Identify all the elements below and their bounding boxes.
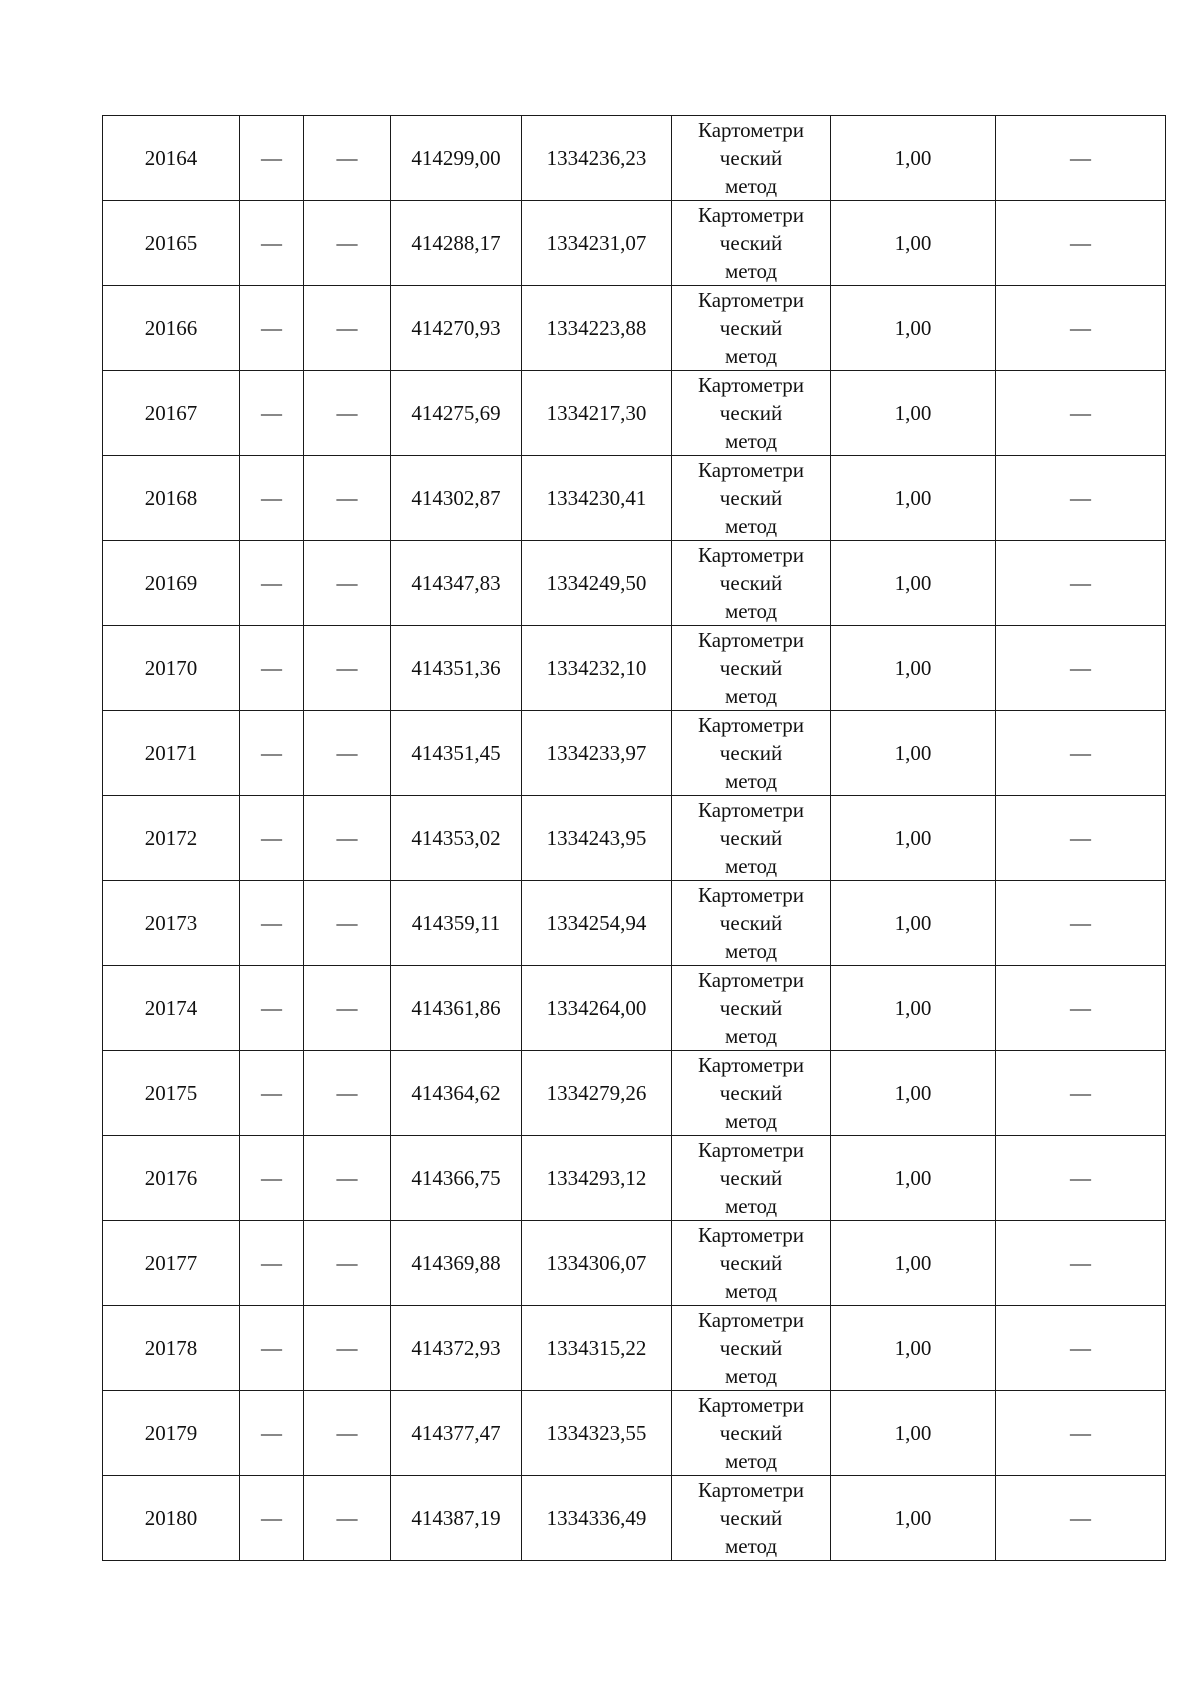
empty-dash-cell: — [996, 1391, 1166, 1476]
precision-cell: 1,00 [831, 881, 996, 966]
coordinate-x-cell: 414359,11 [391, 881, 522, 966]
method-cell [672, 201, 831, 286]
empty-dash-cell: — [240, 371, 304, 456]
table-row [103, 1306, 1166, 1391]
method-text-line: Картометри [697, 1053, 805, 1077]
point-number-cell: 20169 [103, 541, 240, 626]
empty-dash-cell: — [240, 1391, 304, 1476]
empty-dash-cell: — [304, 1476, 391, 1561]
table-row [103, 796, 1166, 881]
empty-dash-cell: — [240, 456, 304, 541]
precision-cell: 1,00 [831, 1476, 996, 1561]
table-row [103, 1136, 1166, 1221]
table-row [103, 626, 1166, 711]
method-text-line: метод [724, 1194, 778, 1218]
empty-dash-cell: — [996, 966, 1166, 1051]
point-number-cell: 20178 [103, 1306, 240, 1391]
empty-dash-cell: — [240, 966, 304, 1051]
point-number-cell: 20171 [103, 711, 240, 796]
point-number-cell: 20173 [103, 881, 240, 966]
empty-dash-cell: — [240, 796, 304, 881]
table-row [103, 286, 1166, 371]
point-number-cell: 20170 [103, 626, 240, 711]
empty-dash-cell: — [240, 116, 304, 201]
empty-dash-cell: — [240, 1306, 304, 1391]
precision-cell: 1,00 [831, 1136, 996, 1221]
point-number-cell: 20165 [103, 201, 240, 286]
method-cell [672, 456, 831, 541]
method-cell [672, 1476, 831, 1561]
table-row [103, 881, 1166, 966]
coordinate-y-cell: 1334243,95 [522, 796, 672, 881]
method-text-line: ческий [719, 741, 783, 765]
method-text-line: Картометри [697, 373, 805, 397]
precision-cell: 1,00 [831, 116, 996, 201]
method-text-line: Картометри [697, 1478, 805, 1502]
empty-dash-cell: — [304, 1221, 391, 1306]
method-text-line: ческий [719, 1081, 783, 1105]
empty-dash-cell: — [240, 1136, 304, 1221]
point-number-cell: 20174 [103, 966, 240, 1051]
precision-cell: 1,00 [831, 541, 996, 626]
coordinate-y-cell: 1334336,49 [522, 1476, 672, 1561]
method-text-line: Картометри [697, 203, 805, 227]
point-number-cell: 20175 [103, 1051, 240, 1136]
table-row [103, 201, 1166, 286]
method-text-line: метод [724, 1364, 778, 1388]
empty-dash-cell: — [996, 456, 1166, 541]
method-cell [672, 1051, 831, 1136]
method-text-line: Картометри [697, 118, 805, 142]
empty-dash-cell: — [304, 881, 391, 966]
method-cell [672, 1221, 831, 1306]
coordinate-y-cell: 1334233,97 [522, 711, 672, 796]
empty-dash-cell: — [240, 201, 304, 286]
method-text-line: ческий [719, 826, 783, 850]
coordinate-y-cell: 1334223,88 [522, 286, 672, 371]
method-cell [672, 541, 831, 626]
method-text-line: ческий [719, 486, 783, 510]
precision-cell: 1,00 [831, 1306, 996, 1391]
coordinate-y-cell: 1334279,26 [522, 1051, 672, 1136]
method-text-line: Картометри [697, 288, 805, 312]
coordinate-x-cell: 414275,69 [391, 371, 522, 456]
coordinate-y-cell: 1334232,10 [522, 626, 672, 711]
empty-dash-cell: — [304, 201, 391, 286]
point-number-cell: 20167 [103, 371, 240, 456]
table-row [103, 541, 1166, 626]
empty-dash-cell: — [996, 881, 1166, 966]
method-cell [672, 1136, 831, 1221]
method-text-line: метод [724, 1024, 778, 1048]
method-cell [672, 116, 831, 201]
empty-dash-cell: — [304, 1306, 391, 1391]
coordinate-x-cell: 414288,17 [391, 201, 522, 286]
empty-dash-cell: — [996, 796, 1166, 881]
precision-cell: 1,00 [831, 371, 996, 456]
method-text-line: ческий [719, 996, 783, 1020]
precision-cell: 1,00 [831, 456, 996, 541]
method-text-line: Картометри [697, 968, 805, 992]
precision-cell: 1,00 [831, 966, 996, 1051]
coordinate-y-cell: 1334306,07 [522, 1221, 672, 1306]
empty-dash-cell: — [304, 1391, 391, 1476]
method-text-line: метод [724, 599, 778, 623]
coordinate-x-cell: 414299,00 [391, 116, 522, 201]
empty-dash-cell: — [304, 626, 391, 711]
empty-dash-cell: — [996, 1306, 1166, 1391]
coordinate-x-cell: 414361,86 [391, 966, 522, 1051]
coordinate-x-cell: 414270,93 [391, 286, 522, 371]
table-row [103, 1391, 1166, 1476]
table-row [103, 966, 1166, 1051]
method-text-line: Картометри [697, 713, 805, 737]
empty-dash-cell: — [996, 541, 1166, 626]
method-text-line: метод [724, 939, 778, 963]
empty-dash-cell: — [240, 1221, 304, 1306]
empty-dash-cell: — [996, 711, 1166, 796]
method-text-line: метод [724, 1279, 778, 1303]
table-row [103, 116, 1166, 201]
point-number-cell: 20179 [103, 1391, 240, 1476]
method-cell [672, 286, 831, 371]
method-text-line: ческий [719, 1421, 783, 1445]
empty-dash-cell: — [996, 1221, 1166, 1306]
empty-dash-cell: — [304, 1051, 391, 1136]
coordinate-x-cell: 414347,83 [391, 541, 522, 626]
method-text-line: ческий [719, 1166, 783, 1190]
empty-dash-cell: — [304, 711, 391, 796]
method-text-line: ческий [719, 401, 783, 425]
empty-dash-cell: — [996, 201, 1166, 286]
method-text-line: ческий [719, 231, 783, 255]
empty-dash-cell: — [240, 541, 304, 626]
method-text-line: ческий [719, 571, 783, 595]
empty-dash-cell: — [240, 1051, 304, 1136]
precision-cell: 1,00 [831, 286, 996, 371]
coordinate-y-cell: 1334264,00 [522, 966, 672, 1051]
empty-dash-cell: — [240, 881, 304, 966]
empty-dash-cell: — [240, 1476, 304, 1561]
empty-dash-cell: — [240, 626, 304, 711]
method-cell [672, 711, 831, 796]
precision-cell: 1,00 [831, 1391, 996, 1476]
point-number-cell: 20168 [103, 456, 240, 541]
empty-dash-cell: — [996, 1476, 1166, 1561]
method-text-line: ческий [719, 146, 783, 170]
method-cell [672, 881, 831, 966]
empty-dash-cell: — [304, 456, 391, 541]
method-text-line: Картометри [697, 1138, 805, 1162]
coordinate-x-cell: 414377,47 [391, 1391, 522, 1476]
empty-dash-cell: — [996, 626, 1166, 711]
empty-dash-cell: — [240, 711, 304, 796]
coordinate-y-cell: 1334323,55 [522, 1391, 672, 1476]
method-text-line: метод [724, 684, 778, 708]
empty-dash-cell: — [240, 286, 304, 371]
coordinates-table [102, 115, 1166, 1561]
precision-cell: 1,00 [831, 1221, 996, 1306]
method-text-line: Картометри [697, 883, 805, 907]
empty-dash-cell: — [304, 966, 391, 1051]
method-text-line: метод [724, 514, 778, 538]
method-text-line: Картометри [697, 628, 805, 652]
point-number-cell: 20172 [103, 796, 240, 881]
method-text-line: Картометри [697, 458, 805, 482]
coordinate-x-cell: 414372,93 [391, 1306, 522, 1391]
method-text-line: Картометри [697, 798, 805, 822]
coordinate-y-cell: 1334293,12 [522, 1136, 672, 1221]
method-text-line: ческий [719, 911, 783, 935]
empty-dash-cell: — [996, 286, 1166, 371]
coordinate-y-cell: 1334230,41 [522, 456, 672, 541]
method-text-line: метод [724, 344, 778, 368]
point-number-cell: 20166 [103, 286, 240, 371]
method-text-line: метод [724, 1449, 778, 1473]
method-text-line: метод [724, 854, 778, 878]
method-text-line: метод [724, 1109, 778, 1133]
empty-dash-cell: — [996, 116, 1166, 201]
empty-dash-cell: — [304, 371, 391, 456]
method-text-line: ческий [719, 1506, 783, 1530]
empty-dash-cell: — [304, 796, 391, 881]
coordinate-y-cell: 1334236,23 [522, 116, 672, 201]
method-cell [672, 626, 831, 711]
method-text-line: ческий [719, 1251, 783, 1275]
method-cell [672, 796, 831, 881]
coordinate-y-cell: 1334217,30 [522, 371, 672, 456]
method-text-line: Картометри [697, 1223, 805, 1247]
method-cell [672, 1306, 831, 1391]
empty-dash-cell: — [304, 541, 391, 626]
empty-dash-cell: — [304, 286, 391, 371]
coordinate-y-cell: 1334315,22 [522, 1306, 672, 1391]
method-cell [672, 966, 831, 1051]
method-cell [672, 371, 831, 456]
method-text-line: метод [724, 174, 778, 198]
method-text-line: ческий [719, 1336, 783, 1360]
coordinate-x-cell: 414302,87 [391, 456, 522, 541]
point-number-cell: 20176 [103, 1136, 240, 1221]
coordinate-x-cell: 414353,02 [391, 796, 522, 881]
empty-dash-cell: — [304, 1136, 391, 1221]
coordinate-x-cell: 414364,62 [391, 1051, 522, 1136]
table-body [103, 116, 1166, 1561]
method-cell [672, 1391, 831, 1476]
method-text-line: метод [724, 769, 778, 793]
precision-cell: 1,00 [831, 796, 996, 881]
table-row [103, 1476, 1166, 1561]
method-text-line: ческий [719, 656, 783, 680]
empty-dash-cell: — [304, 116, 391, 201]
table-row [103, 711, 1166, 796]
coordinate-y-cell: 1334231,07 [522, 201, 672, 286]
table-row [103, 456, 1166, 541]
table-row [103, 1221, 1166, 1306]
coordinate-x-cell: 414366,75 [391, 1136, 522, 1221]
precision-cell: 1,00 [831, 626, 996, 711]
table-row [103, 371, 1166, 456]
point-number-cell: 20164 [103, 116, 240, 201]
coordinate-x-cell: 414351,36 [391, 626, 522, 711]
coordinate-x-cell: 414369,88 [391, 1221, 522, 1306]
empty-dash-cell: — [996, 1136, 1166, 1221]
coordinate-y-cell: 1334254,94 [522, 881, 672, 966]
precision-cell: 1,00 [831, 711, 996, 796]
method-text-line: Картометри [697, 1308, 805, 1332]
table-row [103, 1051, 1166, 1136]
precision-cell: 1,00 [831, 201, 996, 286]
point-number-cell: 20177 [103, 1221, 240, 1306]
method-text-line: Картометри [697, 543, 805, 567]
method-text-line: Картометри [697, 1393, 805, 1417]
method-text-line: ческий [719, 316, 783, 340]
coordinate-y-cell: 1334249,50 [522, 541, 672, 626]
method-text-line: метод [724, 259, 778, 283]
precision-cell: 1,00 [831, 1051, 996, 1136]
method-text-line: метод [724, 1534, 778, 1558]
point-number-cell: 20180 [103, 1476, 240, 1561]
empty-dash-cell: — [996, 371, 1166, 456]
coordinate-x-cell: 414387,19 [391, 1476, 522, 1561]
method-text-line: метод [724, 429, 778, 453]
empty-dash-cell: — [996, 1051, 1166, 1136]
coordinate-x-cell: 414351,45 [391, 711, 522, 796]
